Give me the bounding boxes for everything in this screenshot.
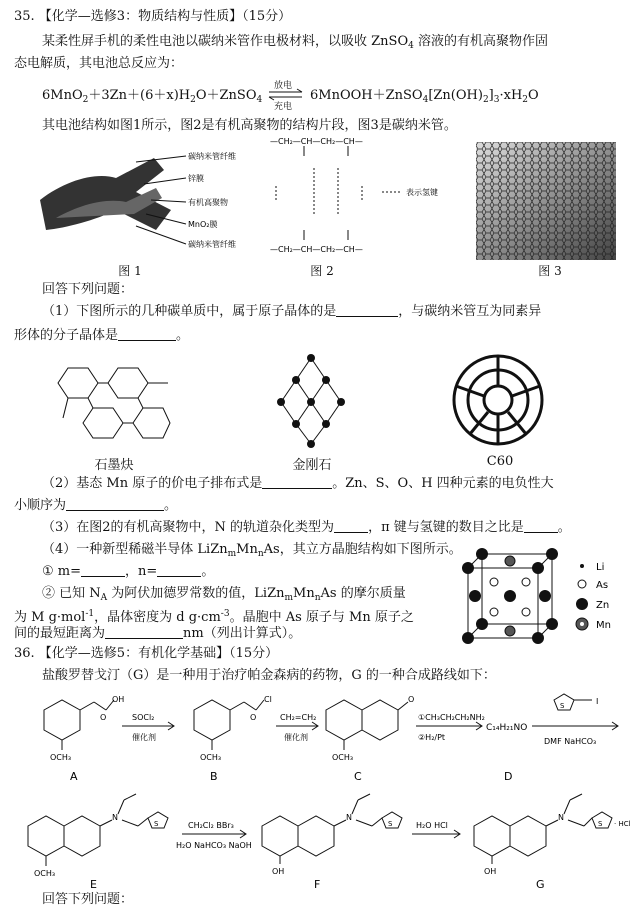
allotrope-label-diamond: 金刚石	[292, 458, 332, 473]
compound-f-label: F	[314, 878, 321, 891]
e-s: S	[154, 820, 159, 828]
ef-reagent-bottom: H₂O NaHCO₃ NaOH	[176, 841, 252, 850]
ab-reagent-bottom: 催化剂	[132, 733, 156, 742]
a-carbonyl-o: O	[100, 713, 107, 722]
ef-reagent-top: CH₂Cl₂ BBr₃	[188, 821, 234, 830]
unit-cell-diagram	[460, 546, 560, 646]
fg-reagent-top: H₂O HCl	[416, 821, 448, 830]
synthesis-route-row1	[14, 690, 624, 786]
b-cl: Cl	[264, 695, 272, 704]
q36-header: 36. 【化学—选修5：有机化学基础】（15分）	[14, 646, 279, 661]
figure1-caption: 图 1	[118, 264, 142, 278]
e-ome: OCH₃	[34, 869, 56, 878]
q35-part3: （3）在图2的有机高聚物中，N 的轨道杂化类型为 ，π 键与氢键的数目之比是 。	[42, 520, 571, 535]
q35-part4-2-line3: 间的最短距离为 nm（列出计算式）。	[14, 626, 302, 641]
compound-d-label: D	[504, 770, 513, 783]
q35-intro-line2: 态电解质，其电池总反应为：	[14, 56, 184, 71]
battery-equation-left: $6MnO_2+3Zn+(6+x)H_2O+ZnSO_4$	[42, 88, 263, 105]
bc-reagent-bottom: 催化剂	[284, 733, 308, 742]
f-s: S	[388, 820, 393, 828]
cd-reagent-bottom: ②H₂/Pt	[418, 733, 446, 742]
fig1-label-cnt-top: 碳纳米管纤维	[188, 152, 236, 161]
q35-part2-line2: 小顺序为 。	[14, 498, 178, 513]
fig2-bottom-chain: —CH₂—CH—CH₂—CH—	[270, 245, 363, 254]
f-n: N	[346, 813, 352, 822]
q35-part4-intro: （4）一种新型稀磁半导体 $LiZn_mMn_nAs$，其立方晶胞结构如下图所示。	[42, 542, 462, 559]
q36-answer-prompt: 回答下列问题：	[42, 892, 134, 907]
reversible-arrow-icon	[268, 88, 304, 102]
a-oh: OH	[112, 695, 125, 704]
compound-a-label: A	[70, 770, 78, 783]
de-reagent-bottom: DMF NaHCO₃	[544, 737, 597, 746]
fig1-label-polymer: 有机高聚物	[188, 198, 228, 207]
legend-zn: Zn	[596, 600, 610, 611]
q35-header: 35. 【化学—选修3：物质结构与性质】（15分）	[14, 9, 292, 24]
g-s: S	[598, 820, 603, 828]
b-ome: OCH₃	[200, 753, 222, 762]
eq-arrow-bottom-label: 充电	[274, 102, 293, 112]
de-thiophene-s: S	[560, 702, 565, 710]
legend-as: As	[596, 580, 609, 591]
unit-cell-legend	[574, 560, 634, 636]
figure1-battery-layers	[36, 140, 256, 255]
eq-arrow-top-label: 放电	[274, 81, 293, 91]
e-n: N	[112, 813, 118, 822]
fig1-label-cnt-bottom: 碳纳米管纤维	[188, 240, 236, 249]
compound-e-label: E	[90, 878, 97, 891]
allotrope-label-graphdiyne: 石墨炔	[94, 458, 134, 473]
de-iodide: I	[596, 697, 599, 706]
legend-li: Li	[596, 562, 605, 573]
b-carbonyl-o: O	[250, 713, 257, 722]
structure-intro: 其电池结构如图1所示，图2是有机高聚物的结构片段，图3是碳纳米管。	[42, 118, 457, 133]
fig1-label-zinc: 锌膜	[188, 174, 204, 183]
battery-equation-right: $6MnOOH+ZnSO_4[Zn(OH)_2]_3\cdot xH_2O$	[310, 88, 539, 105]
bc-reagent-top: CH₂=CH₂	[280, 713, 317, 722]
q35-part4-2-line1: ② 已知 $N_A$ 为阿伏加德罗常数的值，$LiZn_mMn_nAs$ 的摩尔质量	[42, 586, 406, 603]
compound-g-label: G	[536, 878, 545, 891]
compound-c-label: C	[354, 770, 362, 783]
q36-intro: 盐酸罗替戈汀（G）是一种用于治疗帕金森病的药物，G 的一种合成路线如下：	[42, 668, 496, 683]
allotrope-label-c60: C60	[486, 454, 514, 469]
fig1-label-mno2: MnO₂膜	[188, 220, 218, 229]
g-n: N	[558, 813, 564, 822]
q35-part2-line1: （2）基态 Mn 原子的价电子排布式是 。Zn、S、O、H 四种元素的电负性大	[42, 476, 554, 491]
d-formula: C₁₄H₂₁NO	[486, 723, 528, 733]
q35-part1-line1: （1）下图所示的几种碳单质中，属于原子晶体的是 ，与碳纳米管互为同素异	[42, 304, 542, 319]
compound-b-label: B	[210, 770, 218, 783]
q35-part4-1: ① m= ，n= 。	[42, 564, 215, 579]
cd-reagent-top: ①CH₃CH₂CH₂NH₂	[418, 713, 485, 722]
diamond-structure	[266, 350, 356, 450]
figure3-caption: 图 3	[538, 264, 562, 278]
q35-part1-line2: 形体的分子晶体是 。	[14, 328, 190, 343]
legend-mn: Mn	[596, 620, 611, 631]
fig2-top-chain: —CH₂—CH—CH₂—CH—	[270, 137, 363, 146]
g-hcl: · HCl	[614, 820, 631, 828]
c-ome: OCH₃	[332, 753, 354, 762]
c60-structure	[450, 352, 546, 448]
c-ketone-o: O	[408, 695, 415, 704]
figure3-nanotube-photo	[476, 142, 616, 260]
fig2-hbond-label: 表示氢键	[406, 188, 438, 197]
q35-part4-2-line2: 为 M g·mol$^{-1}$，晶体密度为 d $g\cdot cm^{-3}$。晶胞中 As 原子与 Mn 原子之	[14, 609, 414, 625]
f-oh: OH	[272, 867, 285, 876]
g-oh: OH	[484, 867, 497, 876]
graphdiyne-structure	[58, 358, 170, 450]
ab-reagent-top: SOCl₂	[132, 713, 155, 722]
q35-answer-prompt: 回答下列问题：	[42, 282, 134, 297]
a-ome: OCH₃	[50, 753, 72, 762]
synthesis-route-row2	[14, 790, 631, 891]
figure2-caption: 图 2	[310, 264, 334, 278]
q35-intro-line1: 某柔性屏手机的柔性电池以碳纳米管作电极材料，以吸收 ZnSO$_4$ 溶液的有机高聚物作固	[42, 34, 548, 51]
figure2-polymer-fragment	[262, 134, 462, 260]
